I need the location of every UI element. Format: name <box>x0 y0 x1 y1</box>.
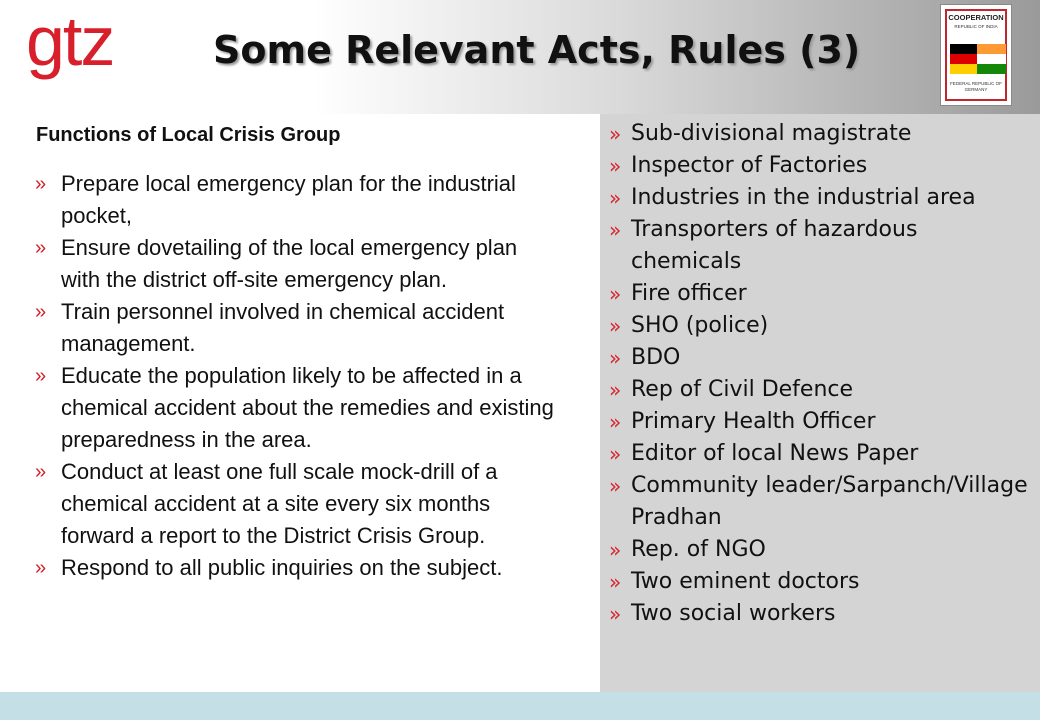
section-title: Functions of Local Crisis Group <box>36 124 341 146</box>
cooperation-emblem-logo <box>940 4 1012 106</box>
right-item-text: Primary Health Officer <box>631 409 876 434</box>
bullet-icon: » <box>609 122 622 146</box>
right-list-item <box>609 598 1029 630</box>
right-item-text: Two eminent doctors <box>631 569 860 594</box>
left-list-item <box>35 360 555 456</box>
right-list-item <box>609 310 1029 342</box>
right-list-item <box>609 566 1029 598</box>
bullet-icon: » <box>35 557 47 579</box>
left-list-item <box>35 168 555 232</box>
right-item-text: Sub-divisional magistrate <box>631 121 912 146</box>
bullet-icon: » <box>609 346 622 370</box>
right-list-item <box>609 374 1029 406</box>
bullet-icon: » <box>35 237 47 259</box>
left-item-text: Prepare local emergency plan for the industrial pocket, <box>61 171 516 228</box>
left-list-item <box>35 456 555 552</box>
left-item-text: Conduct at least one full scale mock-drill of a chemical accident at a site every six months forward a report to the District Crisis Group. <box>61 459 498 548</box>
right-list-item <box>609 182 1029 214</box>
left-item-text: Respond to all public inquiries on the subject. <box>61 555 503 580</box>
right-item-text: Community leader/Sarpanch/Village Pradhan <box>631 473 1028 530</box>
right-list-item <box>609 118 1029 150</box>
bullet-icon: » <box>609 154 622 178</box>
right-list-item <box>609 214 1029 278</box>
functions-list <box>35 168 555 584</box>
emblem-top-text: COOPERATION <box>948 13 1004 22</box>
left-list-item <box>35 296 555 360</box>
right-item-text: Rep. of NGO <box>631 537 766 562</box>
emblem-sub-text: REPUBLIC OF INDIA <box>954 24 998 29</box>
bullet-icon: » <box>609 602 622 626</box>
right-list-item <box>609 406 1029 438</box>
page-title: Some Relevant Acts, Rules (3) <box>213 28 861 72</box>
right-item-text: Transporters of hazardous chemicals <box>631 217 918 274</box>
footer-bar <box>0 692 1040 720</box>
right-list-item <box>609 150 1029 182</box>
right-list-item <box>609 278 1029 310</box>
germany-flag-icon <box>950 44 979 74</box>
bullet-icon: » <box>609 538 622 562</box>
right-item-text: Two social workers <box>631 601 836 626</box>
bullet-icon: » <box>609 474 622 498</box>
bullet-icon: » <box>35 365 47 387</box>
bullet-icon: » <box>35 173 47 195</box>
bullet-icon: » <box>609 570 622 594</box>
right-item-text: Inspector of Factories <box>631 153 868 178</box>
right-item-text: Fire officer <box>631 281 747 306</box>
left-item-text: Train personnel involved in chemical accident management. <box>61 299 505 356</box>
emblem-bottom-text: FEDERAL REPUBLIC OF GERMANY <box>950 81 1002 92</box>
bullet-icon: » <box>609 186 622 210</box>
right-item-text: SHO (police) <box>631 313 769 338</box>
right-list-item <box>609 470 1029 534</box>
left-list-item <box>35 552 555 584</box>
right-list-item <box>609 438 1029 470</box>
left-list-item <box>35 232 555 296</box>
right-list-item <box>609 534 1029 566</box>
bullet-icon: » <box>35 301 47 323</box>
bullet-icon: » <box>609 282 622 306</box>
bullet-icon: » <box>609 410 622 434</box>
right-item-text: Editor of local News Paper <box>631 441 919 466</box>
bullet-icon: » <box>35 461 47 483</box>
right-item-text: BDO <box>631 345 681 370</box>
bullet-icon: » <box>609 442 622 466</box>
left-item-text: Educate the population likely to be affected in a chemical accident about the remedies and existing preparedness in the area. <box>61 363 554 452</box>
gtz-logo: gtz <box>26 2 114 80</box>
bullet-icon: » <box>609 378 622 402</box>
bullet-icon: » <box>609 314 622 338</box>
right-item-text: Industries in the industrial area <box>631 185 976 210</box>
india-flag-icon <box>977 44 1006 74</box>
bullet-icon: » <box>609 218 622 242</box>
members-list <box>609 118 1029 630</box>
left-item-text: Ensure dovetailing of the local emergency plan with the district off-site emergency plan. <box>61 235 518 292</box>
right-item-text: Rep of Civil Defence <box>631 377 854 402</box>
right-list-item <box>609 342 1029 374</box>
